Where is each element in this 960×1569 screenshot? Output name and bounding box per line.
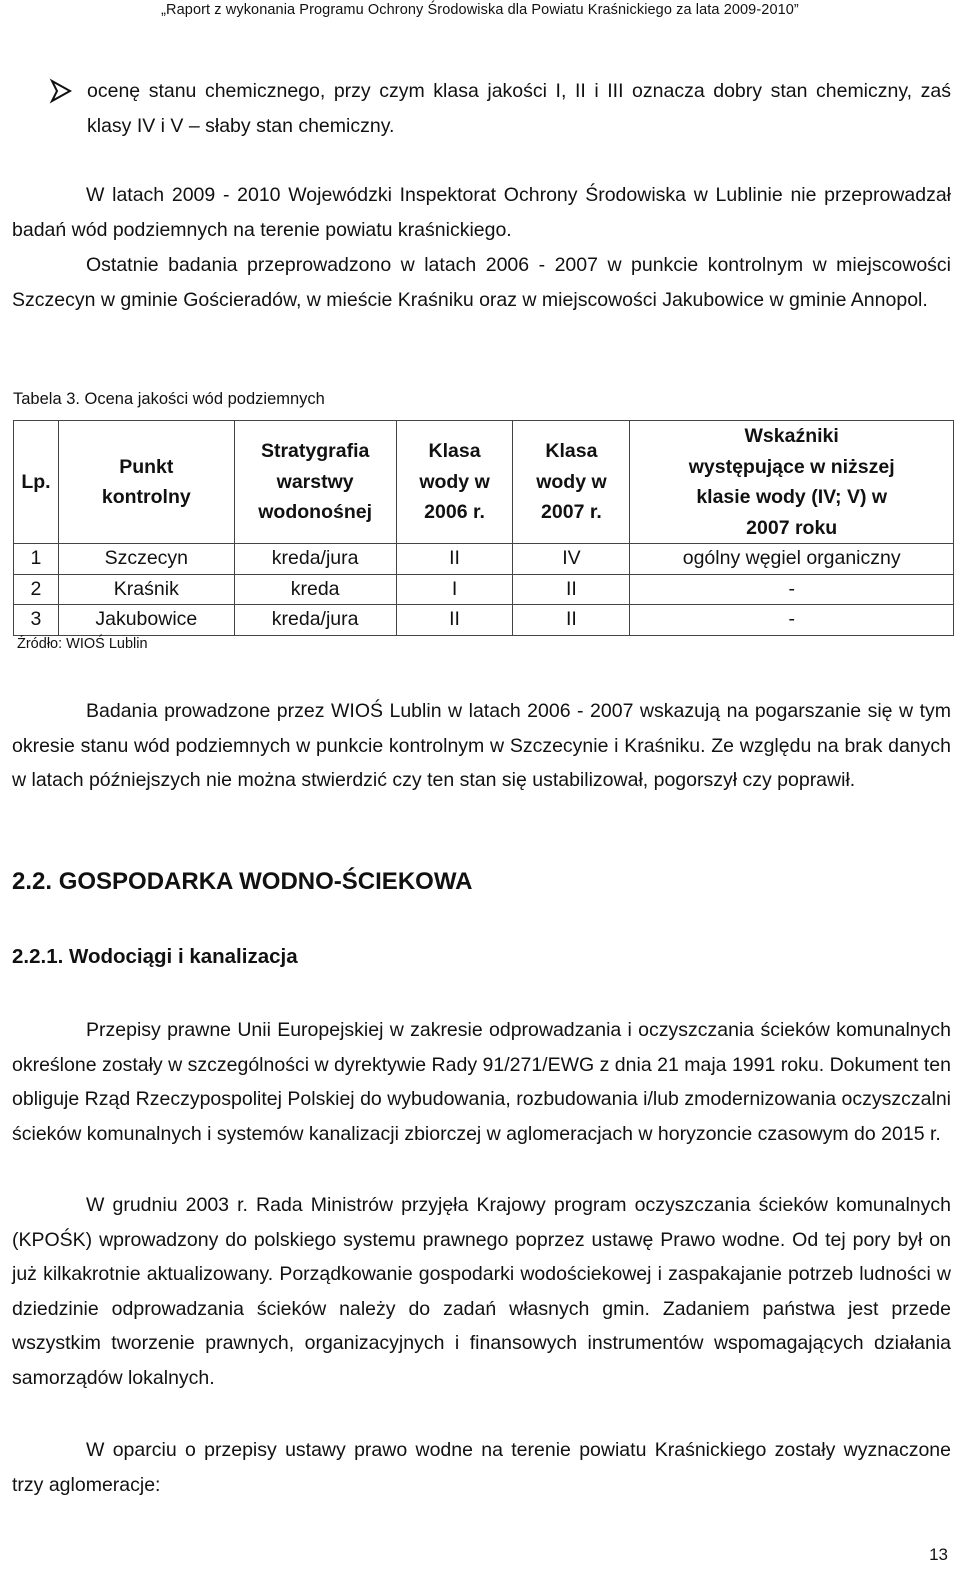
cell-class-2006: II [396,544,513,575]
cell-lp: 2 [14,574,59,605]
cell-class-2007: II [513,605,630,636]
section-heading: 2.2. GOSPODARKA WODNO-ŚCIEKOWA [12,868,473,895]
paragraph-kposk [12,1188,951,1396]
cell-indicators: - [630,574,954,605]
table-header-row [14,421,954,544]
col-header-class-2006 [396,421,513,544]
paragraph-wios-findings [12,694,951,798]
page-number: 13 [929,1545,948,1564]
cell-indicators: - [630,605,954,636]
cell-control-point: Jakubowice [58,605,234,636]
table-source: Źródło: WIOŚ Lublin [17,636,148,652]
paragraph-eu-directive [12,1013,951,1151]
table-row [14,605,954,636]
header-text: Klasa wody w 2007 r. [536,440,607,524]
paragraph-text: Badania prowadzone przez WIOŚ Lublin w latach 2006 - 2007 wskazują na pogarszanie się w tym okresie stanu wód podziemnych w punkcie kontrolnym w Szczecynie i Kraśniku. Ze względu na brak danych w latach późniejszych nie można stwierdzić czy ten stan się ustabilizował, pogorszył czy poprawił. [12,700,951,792]
paragraph-last-studies [12,248,951,317]
header-text: Klasa wody w 2006 r. [419,440,490,524]
header-text: Punkt kontrolny [101,455,191,508]
col-header-control-point [58,421,234,544]
col-header-stratigraphy [234,421,396,544]
paragraph-wios-2009-2010 [12,178,951,247]
table-row [14,544,954,575]
cell-control-point: Szczecyn [58,544,234,575]
cell-stratigraphy: kreda [234,574,396,605]
table-caption: Tabela 3. Ocena jakości wód podziemnych [13,390,325,408]
paragraph-text: W latach 2009 - 2010 Wojewódzki Inspektorat Ochrony Środowiska w Lublinie nie przeprowadzał badań wód podziemnych na terenie powiatu kraśnickiego. [12,184,951,241]
cell-lp: 1 [14,544,59,575]
cell-stratigraphy: kreda/jura [234,544,396,575]
header-text: Stratygrafia warstwy wodonośnej [258,440,373,524]
cell-control-point: Kraśnik [58,574,234,605]
paragraph-text: W oparciu o przepisy ustawy prawo wodne na terenie powiatu Kraśnickiego zostały wyznaczone trzy aglomeracje: [12,1439,951,1496]
header-text: Wskaźniki występujące w niższej klasie wody (IV; V) w 2007 roku [688,425,895,539]
col-header-lp: Lp. [14,421,59,544]
col-header-class-2007 [513,421,630,544]
cell-class-2007: II [513,574,630,605]
paragraph-text: Przepisy prawne Unii Europejskiej w zakresie odprowadzania i oczyszczania ścieków komunalnych określone zostały w szczególności w dyrektywie Rady 91/271/EWG z dnia 21 maja 1991 roku. Dokument ten obliguje Rząd Rzeczypospolitej Polskiej do wybudowania, rozbudowania i/lub zmodernizowania oczyszczalni ścieków komunalnych i systemów kanalizacji zbiorczej w aglomeracjach w horyzoncie czasowym do 2015 r. [12,1019,951,1145]
cell-class-2006: II [396,605,513,636]
paragraph-text: W grudniu 2003 r. Rada Ministrów przyjęła Krajowy program oczyszczania ścieków komunalnych (KPOŚK) wprowadzony do polskiego systemu prawnego poprzez ustawę Prawo wodne. Od tej pory był on już kilkakrotnie aktualizowany. Porządkowanie gospodarki wodościekowej i zaspakajanie potrzeb ludności w dziedzinie odprowadzania ścieków należy do zadań własnych gmin. Zadaniem państwa jest przede wszystkim tworzenie prawnych, organizacyjnych i finansowych instrumentów wspomagających działania samorządów lokalnych. [12,1194,951,1389]
bullet-item-chemical-status: ocenę stanu chemicznego, przy czym klasa jakości I, II i III oznacza dobry stan chemiczny, zaś klasy IV i V – słaby stan chemiczny. [87,80,951,137]
arrow-bullet-icon [48,78,74,104]
col-header-indicators [630,421,954,544]
cell-stratigraphy: kreda/jura [234,605,396,636]
groundwater-quality-table [13,420,954,636]
table-row [14,574,954,605]
cell-class-2007: IV [513,544,630,575]
subsection-heading: 2.2.1. Wodociągi i kanalizacja [12,945,298,968]
paragraph-text: Ostatnie badania przeprowadzono w latach 2006 - 2007 w punkcie kontrolnym w miejscowości Szczecyn w gminie Gościeradów, w mieście Kraśniku oraz w miejscowości Jakubowice w gminie Annopol. [12,254,951,311]
cell-class-2006: I [396,574,513,605]
cell-indicators: ogólny węgiel organiczny [630,544,954,575]
paragraph-agglomerations [12,1433,951,1502]
cell-lp: 3 [14,605,59,636]
running-header: „Raport z wykonania Programu Ochrony Środowiska dla Powiatu Kraśnickiego za lata 2009-2010” [161,2,799,18]
